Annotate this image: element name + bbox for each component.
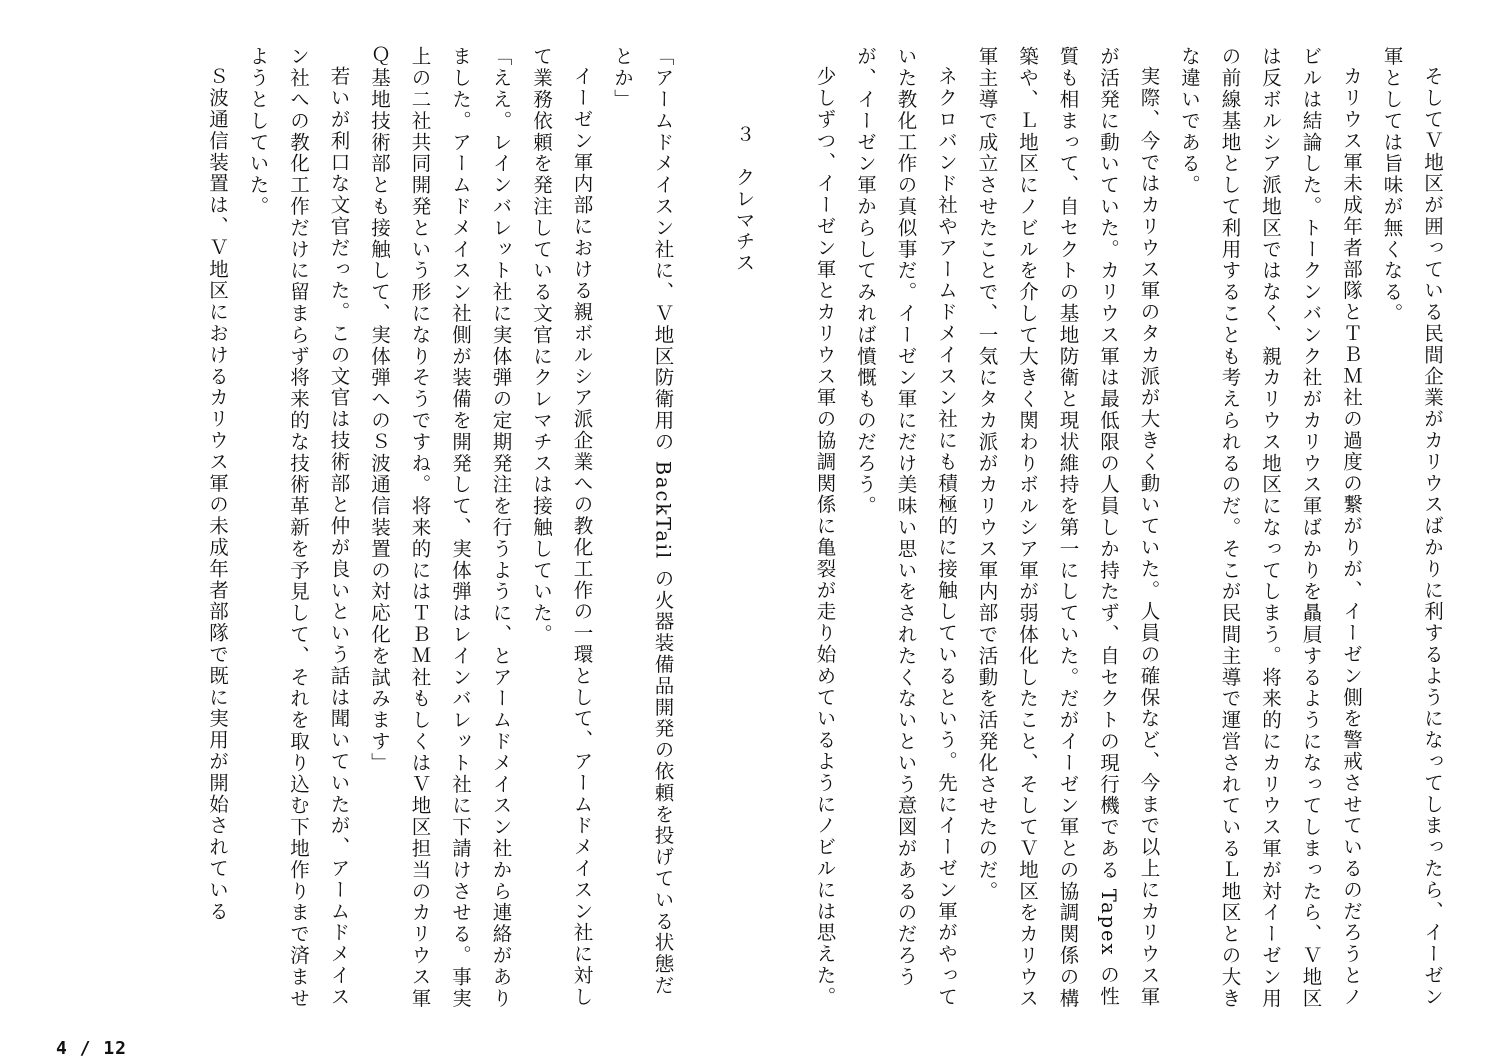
- paragraph: 実際、今ではカリウス軍のタカ派が大きく動いていた。人員の確保など、今まで以上にカリウス軍が活発に動いていた。カリウス軍は最低限の人員しか持たず、自セクトの現行機である Tapex の性質も相まって、自セクトの基地防衛と現状維持を第一にしていた。だがイーゼン軍との協調関係の構築や、Ｌ地区にノビルを介して大きく関わりボルシア軍が弱体化したこと、そしてＶ地区をカリウス軍主導で成立させたことで、一気にタカ派がカリウス軍内部で活動を活発化させたのだ。: [975, 46, 1161, 1009]
- paragraph: Ｓ波通信装置は、Ｖ地区におけるカリウス軍の未成年者部隊で既に実用が開始されている: [206, 65, 229, 922]
- paragraph: そしてＶ地区が囲っている民間企業がカリウスばかりに利するようになってしまったら、イーゼン軍としては旨味が無くなる。: [1380, 46, 1444, 1008]
- blank-line: [683, 46, 724, 66]
- dialogue-paragraph: 「ええ。レインバレット社に実体弾の定期発注を行うように、とアームドメイスン社から連絡がありました。アームドメイスン社側が装備を開発して、実体弾はレインバレット社に下請けさせる。事実上の二社共同開発という形になりそうですね。将来的にはＴＢＭ社もしくはＶ地区担当のカリウス軍Ｑ基地技術部とも接触して、実体弾へのＳ波通信装置の対応化を試みます」: [368, 46, 513, 1009]
- paragraph: カリウス軍未成年者部隊とＴＢＭ社の過度の繋がりが、イーゼン側を警戒させているのだろうとノビルは結論した。トークンバンク社がカリウス軍ばかりを贔屓するようになってしまったら、Ｖ地区は反ボルシア派地区ではなく、親カリウス地区になってしまう。将来的にカリウス軍が対イーゼン用の前線基地として利用することも考えられるのだ。そこが民間主導で運営されているＬ地区との大きな違いである。: [1178, 46, 1363, 1009]
- blank-line: [764, 46, 805, 66]
- paragraph: ネクロバンド社やアームドメイスン社にも積極的に接触しているという。先にイーゼン軍がやっていた教化工作の真似事だ。イーゼン軍にだけ美味い思いをされたくないという意図があるのだろうが、イーゼン軍からしてみれば憤慨ものだろう。: [854, 46, 958, 1008]
- paragraph: イーゼン軍内部における親ボルシア派企業への教化工作の一環として、アームドメイスン社に対して業務依頼を発注している文官にクレマチスは接触していた。: [530, 46, 594, 1008]
- paragraph: 若いが利口な文官だった。この文官は技術部と仲が良いという話は聞いていたが、アームドメイスン社への教化工作だけに留まらず将来的な技術革新を予見して、それを取り込む下地作りまで済ませようとしていた。: [246, 46, 351, 1009]
- vertical-text-body: [12, 46, 1452, 1016]
- page-number: 4 / 12: [56, 1038, 128, 1059]
- dialogue-paragraph: 「アームドメイスン社に、Ｖ地区防衛用の BackTail の火器装備品開発の依頼を投げている状態だとか」: [611, 46, 675, 997]
- paragraph: 少しずつ、イーゼン軍とカリウス軍の協調関係に亀裂が走り始めているようにノビルには思えた。: [813, 65, 837, 1008]
- section-heading: ３ クレマチス: [732, 124, 756, 274]
